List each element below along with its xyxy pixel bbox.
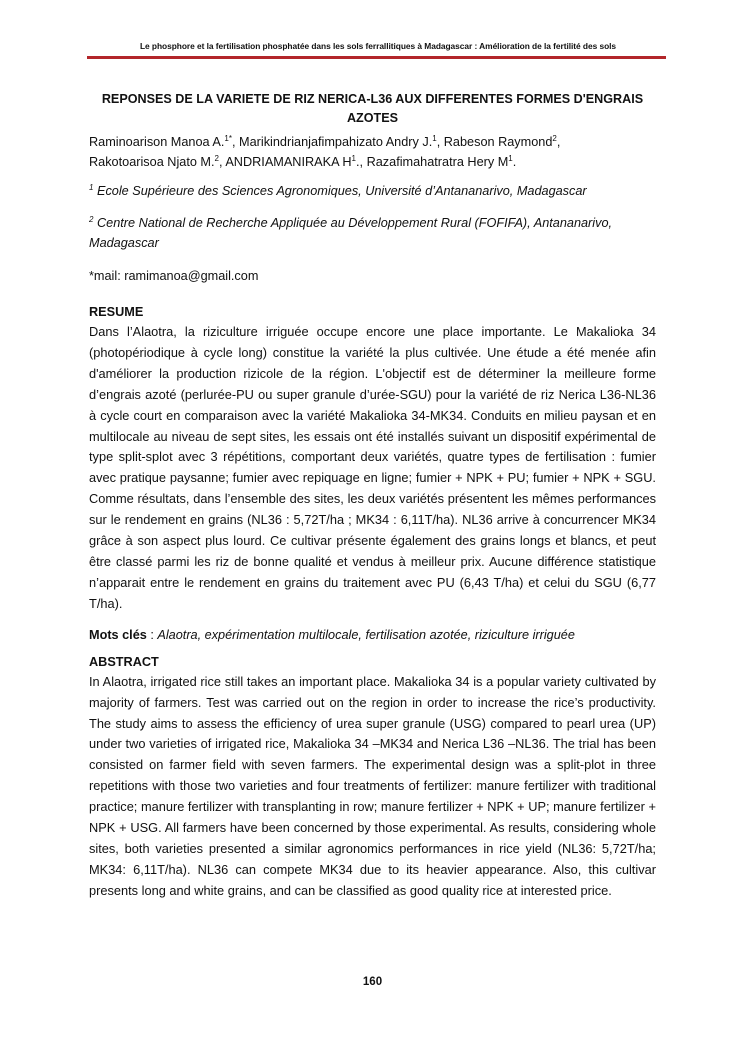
page-content	[89, 90, 656, 902]
author-affiliation-marker: 1	[508, 153, 513, 163]
author-affiliation-marker: 2	[552, 133, 557, 143]
resume-heading: RESUME	[89, 305, 144, 319]
author-affiliation-marker: 1*	[224, 133, 232, 143]
author-name: Razafimahatratra Hery M	[366, 155, 509, 169]
author-separator: .	[512, 155, 517, 169]
author-affiliation-marker: 1	[351, 153, 356, 163]
affiliation-text: Ecole Supérieure des Sciences Agronomiques, Université d’Antananarivo, Madagascar	[93, 184, 587, 198]
page-number: 160	[362, 976, 383, 988]
resume-text: Dans l’Alaotra, la riziculture irriguée occupe encore une place importante. Le Makalioka 34 (photopériodique à cycle long) constitue la variété la plus cultivée. Une étude a été menée afin d'améliorer la production rizicole de la région. L'objectif est de déterminer la meilleure forme d’engrais azoté (perlurée-PU ou super granule d’urée-SGU) pour la variété de riz Nerica L36-NL36 à cycle court en comparaison avec la variété Makalioka 34-MK34. Conduits en milieu paysan et en multilocale au niveau de sept sites, les essais ont été installés suivant un dispositif expérimental de type split-splot avec 3 répétitions, comportant deux variétés, quatre types de fertilisation : fumier avec pratique paysanne; fumier avec repiquage en ligne; fumier + NPK + PU; fumier + NPK + SGU. Comme résultats, dans l’ensemble des sites, les deux variétés présentent les mêmes performances sur le rendement en grains (NL36 : 5,72T/ha ; MK34 : 6,11T/ha). NL36 arrive à concurrencer MK34 grâce à son aspect plus lourd. Ce cultivar présente également des grains longs et blancs, et peut être classé parmi les riz de bonne qualité et vendus à meilleur prix. Aucune différence statistique n’apparait entre le rendement en grains du traitement avec PU (6,43 T/ha) et celui du SGU (6,77 T/ha).	[89, 324, 656, 611]
author-separator: ,	[556, 135, 561, 149]
paper-title: REPONSES DE LA VARIETE DE RIZ NERICA-L36 AUX DIFFERENTES FORMES D'ENGRAIS AZOTES	[101, 92, 644, 125]
keywords-label: Mots clés	[89, 627, 147, 642]
author-name: Raminoarison Manoa A.	[89, 135, 225, 149]
author-name: ANDRIAMANIRAKA H	[225, 155, 352, 169]
author-separator: .,	[356, 155, 367, 169]
abstract-text: In Alaotra, irrigated rice still takes an important place. Makalioka 34 is a popular variety cultivated by majority of farmers. Test was carried out on the region in order to increase the rice’s productivity. The study aims to assess the efficiency of urea super granule (USG) compared to pearl urea (UP) under two varieties of irrigated rice, Makalioka 34 –MK34 and Nerica L36 –NL36. The trial has been consisted on farmer field with seven farmers. The experimental design was a split-plot in three repetitions with those two varieties and four treatments of fertilizer: manure fertilizer with traditional practice; manure fertilizer with transplanting in row; manure fertilizer + NPK + UP; manure fertilizer + NPK + USG. All farmers have been concerned by those experimental. As results, considering whole sites, both varieties presented a similar agronomics performances in rice yield (NL36: 5,72T/ha; MK34: 6,11T/ha). NL36 can compete MK34 due to its heavier appearance. Also, this cultivar presents long and white grains, and can be classified as good quality rice at interested price.	[89, 673, 656, 898]
affiliation-1	[89, 181, 656, 201]
running-header: Le phosphore et la fertilisation phosphatée dans les sols ferrallitiques à Madagascar : Amélioration de la fertilité des sols	[139, 41, 617, 51]
author-list	[89, 132, 656, 172]
keywords-separator: :	[146, 627, 158, 642]
affiliation-text: Centre National de Recherche Appliquée au Développement Rural (FOFIFA), Antananarivo, Madagascar	[89, 216, 613, 250]
author-separator: ,	[218, 155, 226, 169]
author-name: Rabeson Raymond	[443, 135, 553, 149]
abstract-heading: ABSTRACT	[89, 654, 159, 669]
author-affiliation-marker: 2	[214, 153, 219, 163]
author-separator: ,	[231, 135, 240, 149]
author-affiliation-marker: 1	[432, 133, 437, 143]
author-name: Marikindrianjafimpahizato Andry J.	[239, 135, 433, 149]
keywords-text: Alaotra, expérimentation multilocale, fertilisation azotée, riziculture irriguée	[157, 627, 575, 642]
header-rule	[87, 56, 666, 59]
author-name: Rakotoarisoa Njato M.	[89, 155, 215, 169]
affiliation-number: 1	[89, 182, 94, 192]
author-separator: ,	[436, 135, 444, 149]
affiliation-number: 2	[89, 214, 94, 224]
keywords	[89, 625, 656, 645]
affiliation-2	[89, 213, 656, 253]
contact-email: *mail: ramimanoa@gmail.com	[89, 269, 259, 283]
